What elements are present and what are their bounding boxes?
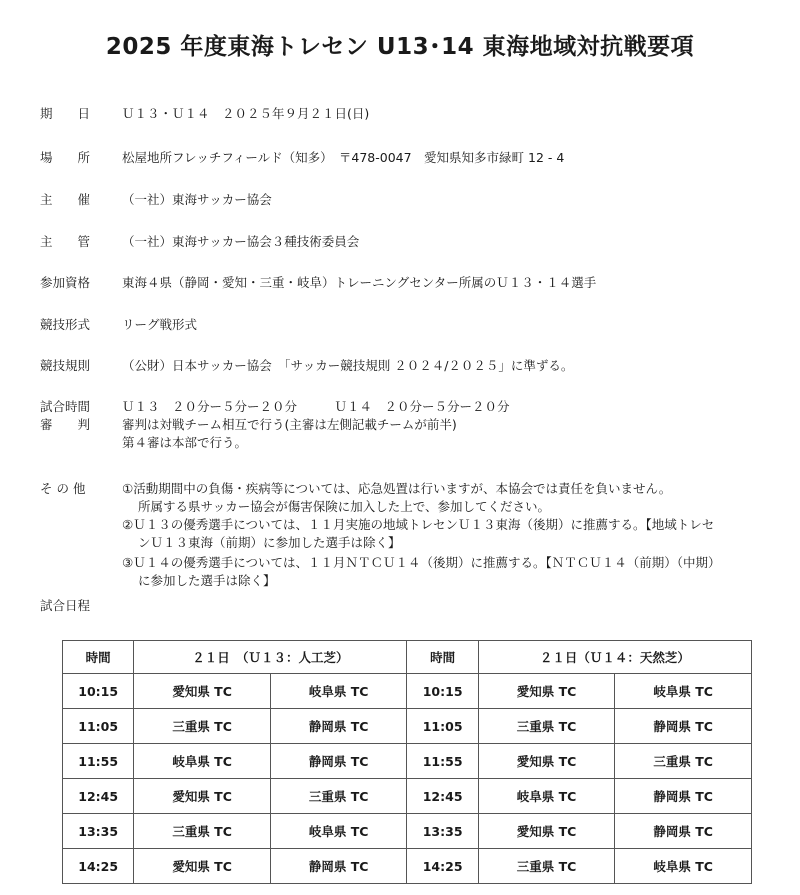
item-label: 場 所 <box>40 150 91 165</box>
item-label: 試合時間 <box>40 399 91 414</box>
table-row <box>63 849 752 884</box>
team-cell: 静岡県 TC <box>615 779 752 814</box>
table-row <box>63 674 752 709</box>
team-cell: 愛知県 TC <box>134 849 271 884</box>
time-cell: 10:15 <box>63 674 134 709</box>
time-cell: 11:55 <box>63 744 134 779</box>
header-u13: ２１日 （Ｕ１３：人工芝） <box>134 641 407 674</box>
team-cell: 三重県 TC <box>270 779 407 814</box>
header-u14: ２１日（Ｕ１４：天然芝） <box>478 641 751 674</box>
item-value: 松屋地所フレッチフィールド（知多） 〒478-0047 愛知県知多市緑町 12 - 4 <box>122 150 565 165</box>
team-cell: 静岡県 TC <box>615 814 752 849</box>
item-value: リーグ戦形式 <box>122 317 198 332</box>
schedule-label: 試合日程 <box>40 598 91 613</box>
table-row <box>63 709 752 744</box>
document-title: 2025 年度東海トレセン U13･14 東海地域対抗戦要項 <box>105 34 695 60</box>
team-cell: 三重県 TC <box>478 709 615 744</box>
header-time: 時間 <box>63 641 134 674</box>
table-header-row <box>63 641 752 674</box>
header-time: 時間 <box>407 641 478 674</box>
team-cell: 岐阜県 TC <box>615 674 752 709</box>
other-line: に参加した選手は除く】 <box>138 573 276 588</box>
item-label: 審 判 <box>40 417 91 432</box>
time-cell: 12:45 <box>63 779 134 814</box>
team-cell: 三重県 TC <box>478 849 615 884</box>
item-value: （一社）東海サッカー協会３種技術委員会 <box>122 234 360 249</box>
time-cell: 12:45 <box>407 779 478 814</box>
team-cell: 岐阜県 TC <box>478 779 615 814</box>
other-line: 所属する県サッカー協会が傷害保険に加入した上で、参加してください。 <box>138 499 551 514</box>
time-cell: 11:55 <box>407 744 478 779</box>
time-cell: 14:25 <box>63 849 134 884</box>
time-cell: 11:05 <box>407 709 478 744</box>
team-cell: 愛知県 TC <box>134 674 271 709</box>
time-cell: 11:05 <box>63 709 134 744</box>
referee-line-2: 第４審は本部で行う。 <box>122 435 248 450</box>
team-cell: 愛知県 TC <box>478 814 615 849</box>
item-value: 審判は対戦チーム相互で行う(主審は左側記載チームが前半) <box>122 417 457 432</box>
item-label: 競技規則 <box>40 358 91 373</box>
team-cell: 静岡県 TC <box>270 849 407 884</box>
team-cell: 愛知県 TC <box>134 779 271 814</box>
item-label: 参加資格 <box>40 275 91 290</box>
team-cell: 三重県 TC <box>134 814 271 849</box>
time-cell: 13:35 <box>63 814 134 849</box>
other-line: ンＵ１３東海（前期）に参加した選手は除く】 <box>138 535 401 550</box>
team-cell: 三重県 TC <box>615 744 752 779</box>
table-row <box>63 814 752 849</box>
time-cell: 10:15 <box>407 674 478 709</box>
item-label: 競技形式 <box>40 317 91 332</box>
item-value: Ｕ１３・Ｕ１４ ２０２５年９月２１日(日) <box>122 106 370 121</box>
schedule-table <box>62 640 752 884</box>
team-cell: 三重県 TC <box>134 709 271 744</box>
item-value: ①活動期間中の負傷・疾病等については、応急処置は行いますが、本協会では責任を負いません。 <box>122 481 672 496</box>
table-row <box>63 779 752 814</box>
team-cell: 岐阜県 TC <box>615 849 752 884</box>
item-value: （公財）日本サッカー協会 「サッカー競技規則 ２０２４/２０２５」に準ずる。 <box>122 358 574 373</box>
team-cell: 静岡県 TC <box>270 709 407 744</box>
other-line: ③Ｕ１４の優秀選手については、１１月ＮＴＣＵ１４（後期）に推薦する。【ＮＴＣＵ１４（前期）（中期） <box>122 555 721 570</box>
item-value: 東海４県（静岡・愛知・三重・岐阜）トレーニングセンター所属のＵ１３・１４選手 <box>122 275 597 290</box>
team-cell: 愛知県 TC <box>478 674 615 709</box>
item-label: そ の 他 <box>40 481 86 496</box>
team-cell: 静岡県 TC <box>270 744 407 779</box>
item-value: Ｕ１３ ２０分ー５分ー２０分 Ｕ１４ ２０分ー５分ー２０分 <box>122 399 510 414</box>
item-label: 主 催 <box>40 192 91 207</box>
team-cell: 静岡県 TC <box>615 709 752 744</box>
time-cell: 14:25 <box>407 849 478 884</box>
team-cell: 岐阜県 TC <box>270 674 407 709</box>
table-row <box>63 744 752 779</box>
time-cell: 13:35 <box>407 814 478 849</box>
item-label: 期 日 <box>40 106 91 121</box>
team-cell: 愛知県 TC <box>478 744 615 779</box>
team-cell: 岐阜県 TC <box>134 744 271 779</box>
item-value: （一社）東海サッカー協会 <box>122 192 272 207</box>
other-line: ②Ｕ１３の優秀選手については、１１月実施の地域トレセンＵ１３東海（後期）に推薦する。【地域トレセ <box>122 517 715 532</box>
item-label: 主 管 <box>40 234 91 249</box>
team-cell: 岐阜県 TC <box>270 814 407 849</box>
